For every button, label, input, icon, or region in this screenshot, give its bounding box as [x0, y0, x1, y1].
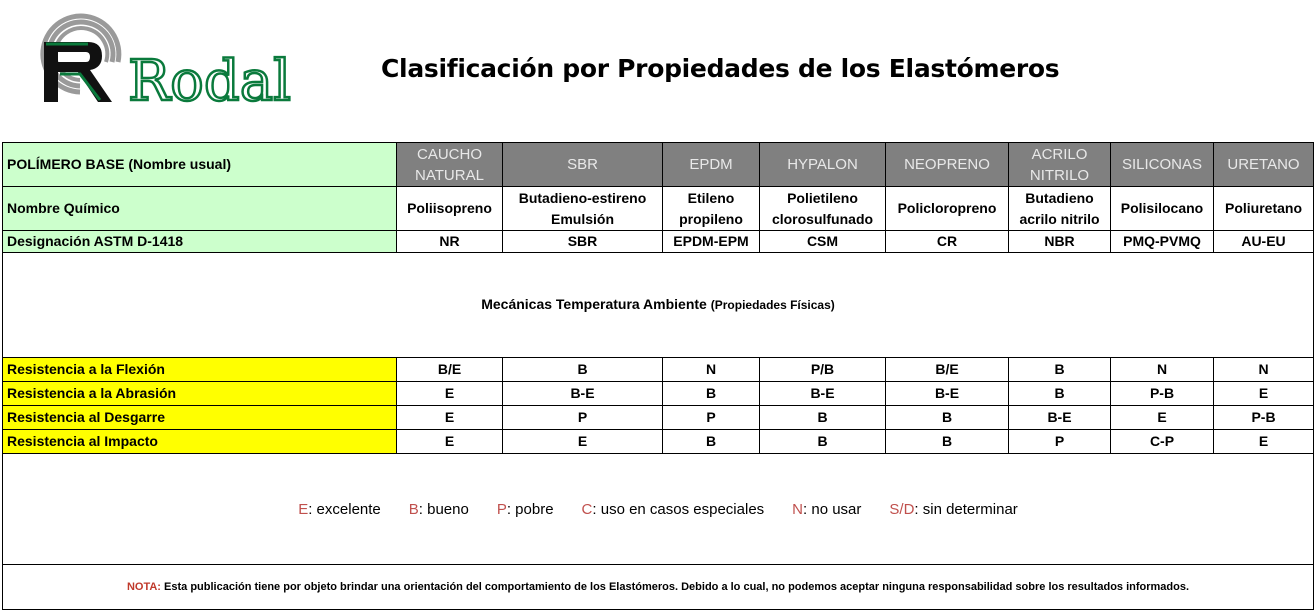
astm-row-label: Designación ASTM D-1418 [3, 231, 397, 253]
polymer-header-cell [1111, 143, 1214, 187]
note-label: NOTA: [126, 580, 161, 593]
rating-cell: E [503, 430, 663, 454]
cell-line: EPDM [689, 156, 733, 173]
astm-row [3, 231, 1314, 253]
astm-cell: NR [397, 231, 503, 253]
rating-cell: B-E [886, 382, 1009, 406]
rating-cell: N [1111, 358, 1214, 382]
cell-line: acrilo nitrilo [1019, 210, 1100, 227]
polymer-header-cell [503, 143, 663, 187]
cell-line: URETANO [1227, 156, 1300, 173]
property-row [3, 406, 1314, 430]
cell-line: clorosulfunado [771, 210, 874, 227]
legend-item [298, 499, 381, 520]
property-row [3, 358, 1314, 382]
rating-cell: B [760, 430, 886, 454]
rating-cell: P [503, 406, 663, 430]
logo-text: Rodal [128, 49, 292, 114]
cell-line: NITRILO [1029, 166, 1090, 184]
legend-code: P [496, 500, 507, 518]
cell-line: Poliuretano [1224, 200, 1302, 216]
rating-cell: B [1009, 358, 1111, 382]
note-text: Esta publicación tiene por objeto brindar una orientación del comportamiento de los Elastómeros. Debido a lo cual, no podemos aceptar ninguna responsabilidad sobre los resultados informados. [160, 580, 1190, 593]
cell-line: Butadieno [1025, 189, 1094, 206]
chemical-name-cell [760, 187, 886, 231]
chemical-name-cell [1111, 187, 1214, 231]
property-row [3, 430, 1314, 454]
rating-cell: E [397, 406, 503, 430]
polymer-header-cell [397, 143, 503, 187]
rating-cell: B [663, 430, 760, 454]
cell-line: HYPALON [787, 156, 858, 173]
disclaimer-note [3, 565, 1314, 610]
astm-cell: SBR [503, 231, 663, 253]
property-row [3, 382, 1314, 406]
astm-cell: PMQ-PVMQ [1111, 231, 1214, 253]
rating-cell: E [1111, 406, 1214, 430]
cell-line: Polietileno [787, 189, 858, 206]
rating-cell: P [663, 406, 760, 430]
chemical-name-cell [663, 187, 760, 231]
rating-cell: P-B [1111, 382, 1214, 406]
polymer-header-cell [663, 143, 760, 187]
rodal-logo [40, 22, 292, 114]
rating-cell: B [503, 358, 663, 382]
cell-line: Emulsión [550, 210, 614, 227]
cell-line: Butadieno-estireno [518, 189, 647, 206]
elastomer-table [2, 142, 1314, 610]
legend-item [409, 499, 469, 520]
cell-line: ACRILO [1031, 145, 1088, 163]
rating-cell: E [397, 382, 503, 406]
astm-cell: CSM [760, 231, 886, 253]
legend-text: : no usar [803, 500, 862, 518]
polymer-header-cell [1009, 143, 1111, 187]
legend-code: E [298, 500, 309, 518]
rating-cell: B-E [503, 382, 663, 406]
astm-cell: EPDM-EPM [663, 231, 760, 253]
cell-line: Etileno [687, 189, 735, 206]
rating-cell: E [1214, 382, 1314, 406]
page-title: Clasificación por Propiedades de los Elastómeros [381, 54, 1060, 83]
cell-line: SILICONAS [1121, 156, 1203, 173]
section-title: Mecánicas Temperatura Ambiente [481, 296, 707, 312]
polymer-header-cell [886, 143, 1009, 187]
astm-cell: AU-EU [1214, 231, 1314, 253]
property-label: Resistencia a la Flexión [3, 358, 397, 382]
section-subtitle: (Propiedades Físicas) [710, 298, 835, 312]
section-header [3, 253, 1314, 358]
chemical-row [3, 187, 1314, 231]
cell-line: NEOPRENO [904, 156, 990, 173]
rating-cell: B-E [1009, 406, 1111, 430]
legend-code: S/D [889, 500, 915, 518]
legend-item [582, 499, 765, 520]
cell-line: NATURAL [415, 166, 484, 184]
property-label: Resistencia a la Abrasión [3, 382, 397, 406]
cell-line: Policloropreno [897, 200, 997, 216]
rating-cell: B [886, 430, 1009, 454]
rating-cell: B-E [760, 382, 886, 406]
rating-cell: B/E [397, 358, 503, 382]
legend-code: N [792, 500, 804, 518]
polymer-header-cell [760, 143, 886, 187]
rating-cell: B/E [886, 358, 1009, 382]
legend-text: : bueno [418, 500, 469, 518]
chemical-name-cell [886, 187, 1009, 231]
cell-line: propileno [679, 210, 743, 227]
rating-cell: N [663, 358, 760, 382]
polymer-row-label: POLÍMERO BASE (Nombre usual) [3, 143, 397, 187]
legend-code: B [408, 500, 419, 518]
chemical-name-cell [503, 187, 663, 231]
legend-code: C [581, 500, 593, 518]
chemical-name-cell [1009, 187, 1111, 231]
rating-cell: P/B [760, 358, 886, 382]
polymer-header-cell [1214, 143, 1314, 187]
chemical-name-cell [397, 187, 503, 231]
rating-cell: P-B [1214, 406, 1314, 430]
cell-line: Polisilocano [1120, 200, 1204, 216]
rating-cell: B [663, 382, 760, 406]
legend-item [497, 499, 554, 520]
cell-line: Poliisopreno [407, 200, 492, 216]
rating-cell: C-P [1111, 430, 1214, 454]
legend-text: : uso en casos especiales [592, 500, 765, 518]
rating-cell: E [397, 430, 503, 454]
rating-cell: P [1009, 430, 1111, 454]
legend [3, 454, 1314, 565]
cell-line: CAUCHO [416, 145, 482, 163]
rating-cell: N [1214, 358, 1314, 382]
cell-line: SBR [567, 156, 598, 173]
chemical-name-cell [1214, 187, 1314, 231]
note-row [3, 565, 1314, 610]
astm-cell: CR [886, 231, 1009, 253]
rating-cell: E [1214, 430, 1314, 454]
rating-cell: B [886, 406, 1009, 430]
astm-cell: NBR [1009, 231, 1111, 253]
legend-item [792, 499, 861, 520]
polymer-row [3, 143, 1314, 187]
legend-item [889, 499, 1017, 520]
section-row [3, 253, 1314, 358]
legend-text: : pobre [506, 500, 554, 518]
legend-text: : excelente [308, 500, 381, 518]
property-label: Resistencia al Impacto [3, 430, 397, 454]
rating-cell: B [760, 406, 886, 430]
property-label: Resistencia al Desgarre [3, 406, 397, 430]
legend-row [3, 454, 1314, 565]
legend-text: : sin determinar [914, 500, 1018, 518]
chemical-row-label: Nombre Químico [3, 187, 397, 231]
rating-cell: B [1009, 382, 1111, 406]
